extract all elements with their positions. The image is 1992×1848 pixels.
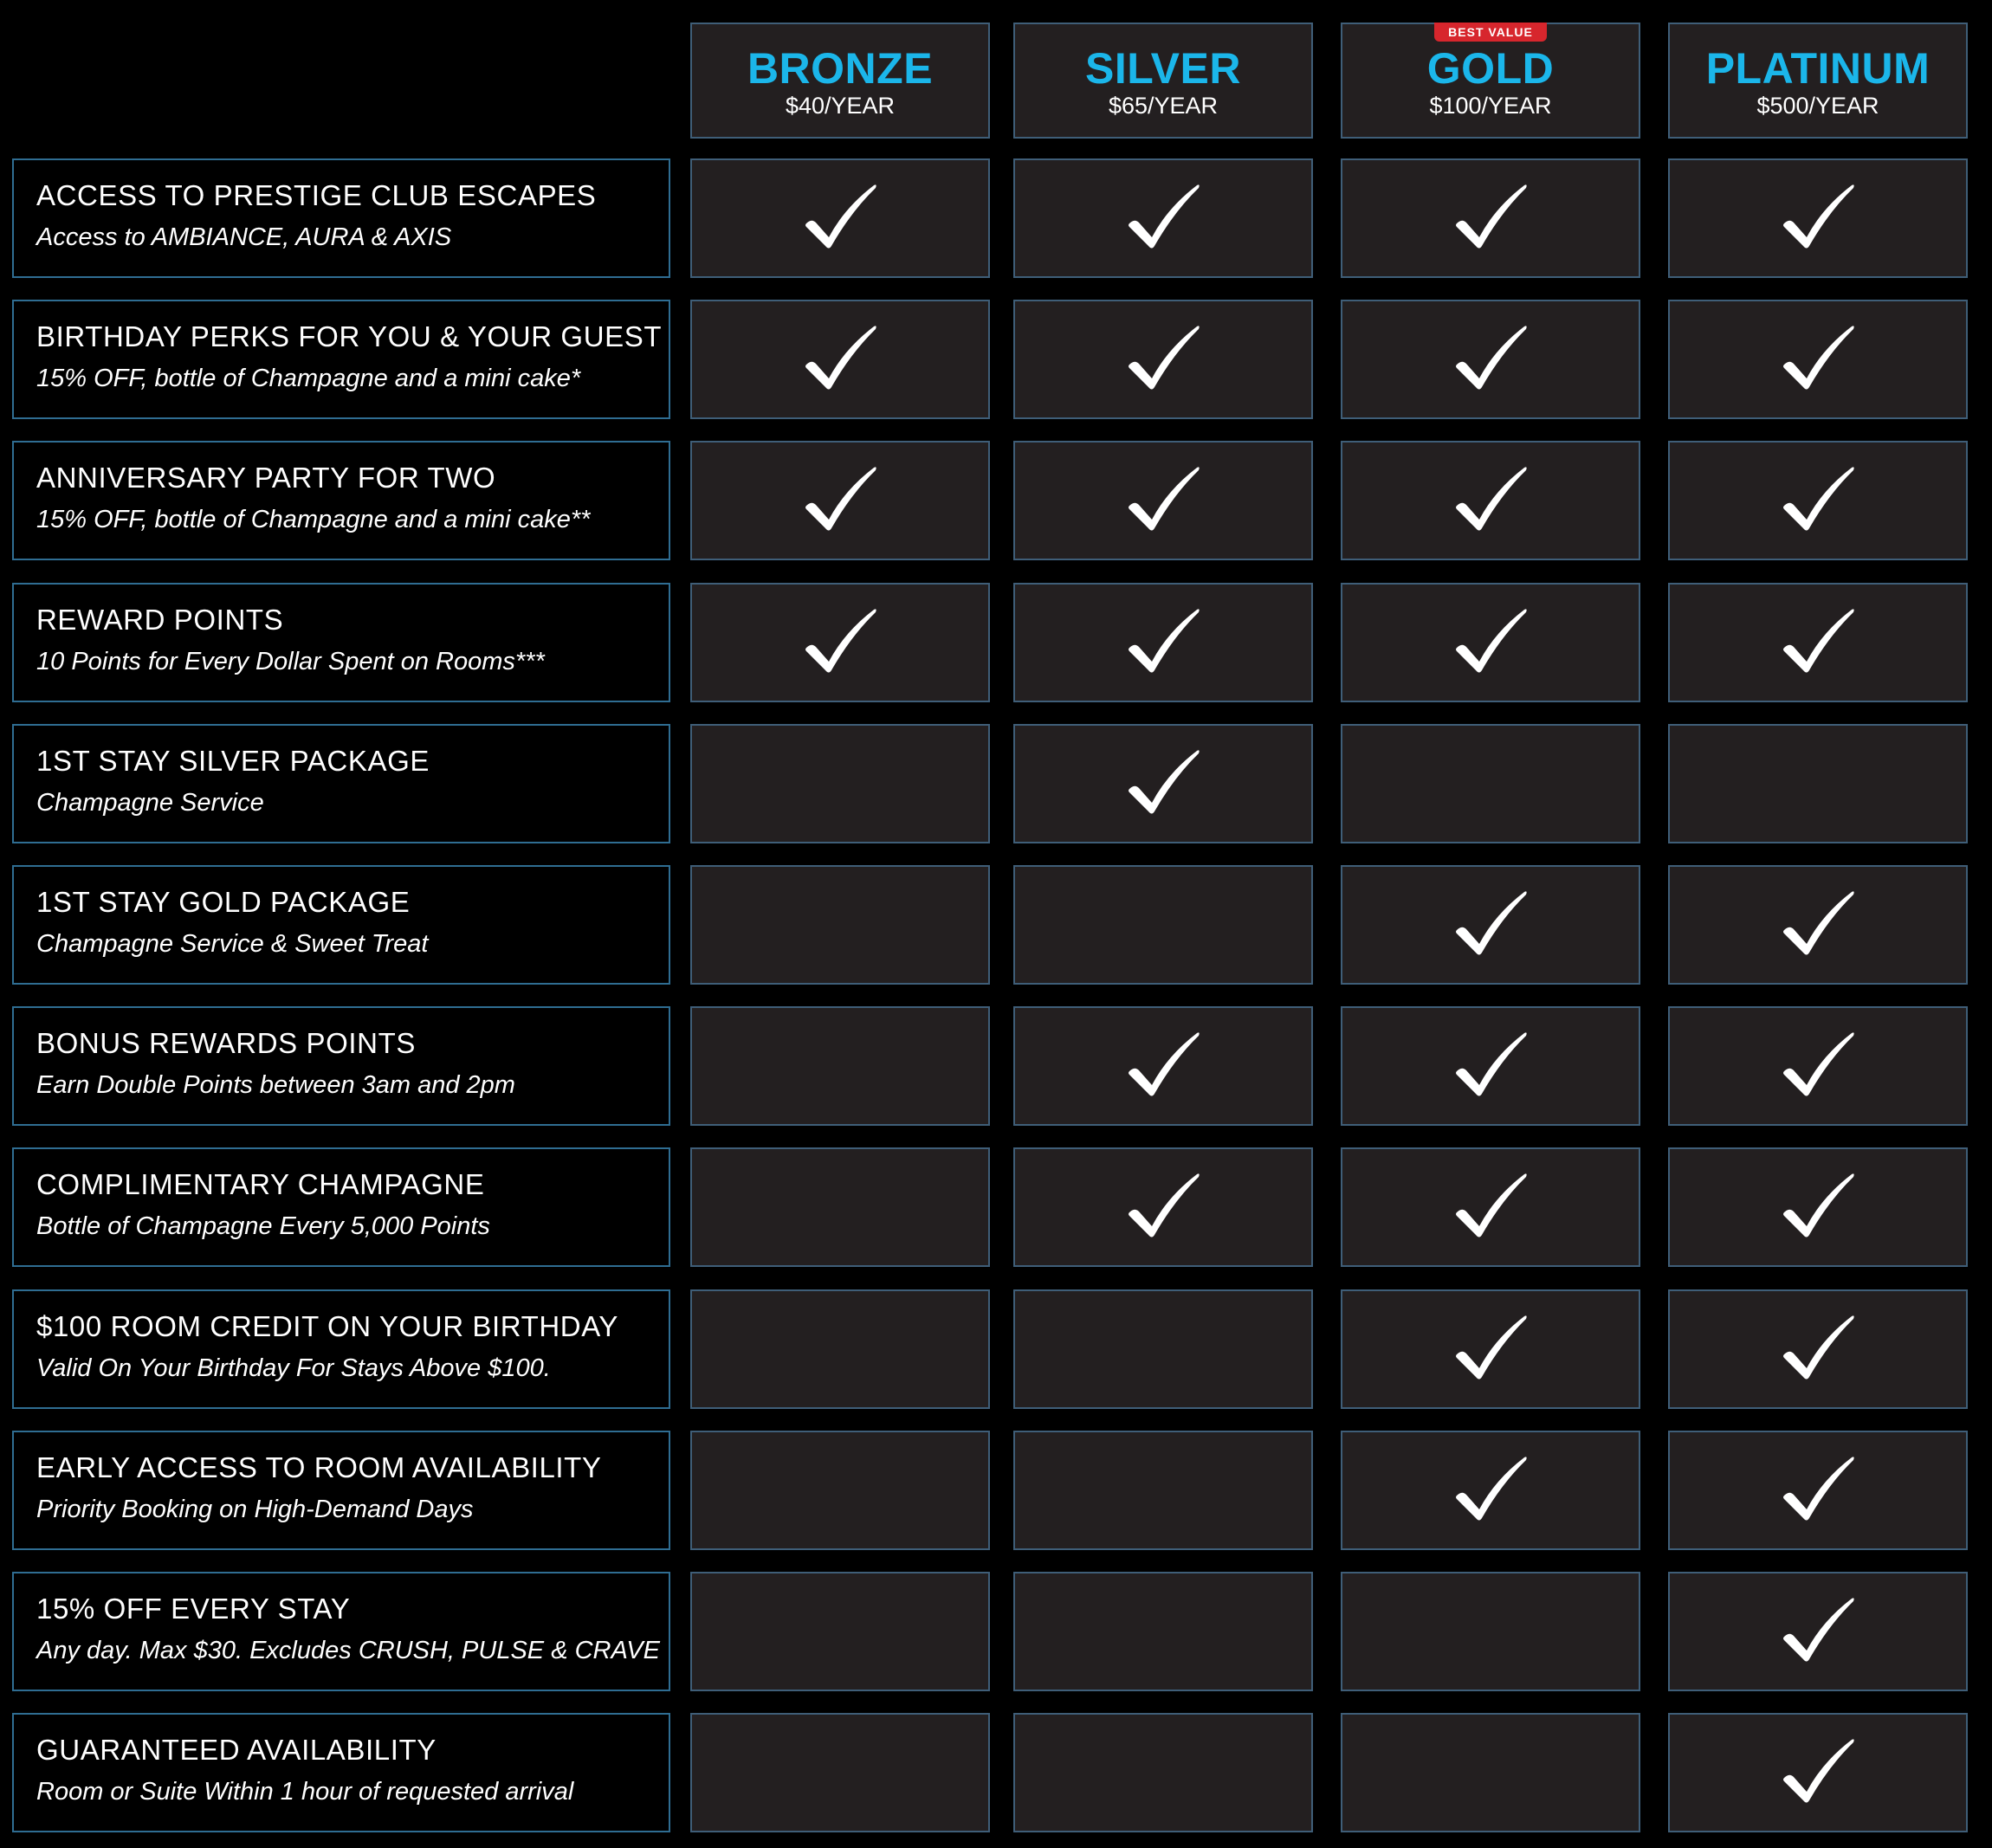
tier-name: GOLD: [1426, 44, 1555, 93]
tier-header-gold: [1341, 23, 1640, 139]
tier-cell-gold: [1341, 1431, 1640, 1550]
check-icon: [1453, 1315, 1528, 1380]
feature-subtitle: Bottle of Champagne Every 5,000 Points: [36, 1212, 490, 1240]
tier-cell-silver: [1013, 1289, 1313, 1409]
feature-cell: [12, 1713, 670, 1832]
check-icon: [803, 466, 877, 532]
best-value-badge: BEST VALUE: [1434, 23, 1547, 42]
tier-cell-silver: [1013, 1572, 1313, 1691]
check-icon: [1781, 1031, 1855, 1097]
tier-cell-platinum: [1668, 158, 1968, 278]
check-icon: [1453, 466, 1528, 532]
feature-title: GUARANTEED AVAILABILITY: [36, 1734, 437, 1766]
feature-subtitle: Champagne Service: [36, 789, 264, 817]
tier-cell-bronze: [690, 1431, 990, 1550]
tier-header-silver: [1013, 23, 1313, 139]
check-icon: [1781, 184, 1855, 249]
check-icon: [1453, 325, 1528, 391]
tier-cell-bronze: [690, 1147, 990, 1267]
check-icon: [1781, 890, 1855, 956]
feature-subtitle: Priority Booking on High-Demand Days: [36, 1496, 474, 1523]
feature-subtitle: Earn Double Points between 3am and 2pm: [36, 1071, 515, 1099]
check-icon: [1453, 1031, 1528, 1097]
tier-cell-silver: [1013, 1147, 1313, 1267]
tier-cell-bronze: [690, 300, 990, 419]
tier-price: $40/YEAR: [785, 93, 896, 119]
tier-cell-bronze: [690, 1572, 990, 1691]
check-icon: [1126, 184, 1200, 249]
tier-cell-gold: [1341, 865, 1640, 985]
check-icon: [1126, 1173, 1200, 1238]
tier-cell-gold: [1341, 1289, 1640, 1409]
feature-title: $100 ROOM CREDIT ON YOUR BIRTHDAY: [36, 1310, 619, 1342]
tier-cell-silver: [1013, 1431, 1313, 1550]
feature-cell: [12, 1572, 670, 1691]
feature-title: EARLY ACCESS TO ROOM AVAILABILITY: [36, 1451, 602, 1483]
tier-cell-platinum: [1668, 1006, 1968, 1126]
tier-cell-silver: [1013, 583, 1313, 702]
feature-subtitle: Access to AMBIANCE, AURA & AXIS: [36, 223, 452, 251]
tier-cell-gold: [1341, 300, 1640, 419]
feature-subtitle: 15% OFF, bottle of Champagne and a mini cake**: [36, 506, 591, 533]
feature-title: ANNIVERSARY PARTY FOR TWO: [36, 462, 496, 494]
tier-cell-bronze: [690, 583, 990, 702]
tier-cell-bronze: [690, 441, 990, 560]
check-icon: [803, 184, 877, 249]
check-icon: [1453, 184, 1528, 249]
feature-subtitle: 10 Points for Every Dollar Spent on Rooms***: [36, 648, 545, 675]
feature-subtitle: Any day. Max $30. Excludes CRUSH, PULSE & CRAVE: [36, 1637, 660, 1664]
tier-price: $65/YEAR: [1108, 93, 1219, 119]
check-icon: [1781, 1456, 1855, 1522]
feature-cell: [12, 724, 670, 843]
feature-title: 1ST STAY GOLD PACKAGE: [36, 886, 411, 918]
feature-cell: [12, 300, 670, 419]
tier-cell-bronze: [690, 865, 990, 985]
tier-cell-gold: [1341, 724, 1640, 843]
feature-title: BONUS REWARDS POINTS: [36, 1027, 416, 1059]
check-icon: [1781, 1738, 1855, 1804]
tier-cell-silver: [1013, 1006, 1313, 1126]
feature-cell: [12, 1289, 670, 1409]
tier-cell-platinum: [1668, 865, 1968, 985]
tier-cell-bronze: [690, 1289, 990, 1409]
tier-cell-gold: [1341, 1147, 1640, 1267]
tier-cell-gold: [1341, 1713, 1640, 1832]
check-icon: [803, 325, 877, 391]
tier-cell-platinum: [1668, 1431, 1968, 1550]
feature-cell: [12, 441, 670, 560]
check-icon: [1781, 608, 1855, 674]
tier-cell-bronze: [690, 1006, 990, 1126]
tier-cell-gold: [1341, 441, 1640, 560]
check-icon: [1126, 466, 1200, 532]
feature-cell: [12, 865, 670, 985]
tier-name: SILVER: [1085, 44, 1241, 93]
tier-cell-platinum: [1668, 1147, 1968, 1267]
feature-title: COMPLIMENTARY CHAMPAGNE: [36, 1168, 485, 1200]
tier-cell-silver: [1013, 865, 1313, 985]
tier-price: $500/YEAR: [1756, 93, 1879, 119]
tier-cell-silver: [1013, 724, 1313, 843]
check-icon: [1453, 1456, 1528, 1522]
feature-cell: [12, 1147, 670, 1267]
feature-title: 1ST STAY SILVER PACKAGE: [36, 745, 430, 777]
tier-cell-silver: [1013, 441, 1313, 560]
feature-cell: [12, 158, 670, 278]
tier-name: PLATINUM: [1705, 44, 1931, 93]
check-icon: [1126, 749, 1200, 815]
tier-cell-bronze: [690, 1713, 990, 1832]
feature-cell: [12, 1006, 670, 1126]
tier-cell-platinum: [1668, 300, 1968, 419]
tier-cell-platinum: [1668, 1289, 1968, 1409]
check-icon: [1453, 890, 1528, 956]
tier-cell-bronze: [690, 724, 990, 843]
check-icon: [1126, 608, 1200, 674]
check-icon: [1781, 1173, 1855, 1238]
tier-cell-platinum: [1668, 724, 1968, 843]
feature-cell: [12, 1431, 670, 1550]
tier-price: $100/YEAR: [1429, 93, 1552, 119]
tier-cell-silver: [1013, 300, 1313, 419]
check-icon: [1781, 325, 1855, 391]
tier-cell-gold: [1341, 1006, 1640, 1126]
tier-header-bronze: [690, 23, 990, 139]
check-icon: [1781, 1597, 1855, 1663]
tier-name: BRONZE: [747, 44, 934, 93]
tier-cell-gold: [1341, 583, 1640, 702]
feature-cell: [12, 583, 670, 702]
feature-title: ACCESS TO PRESTIGE CLUB ESCAPES: [36, 179, 597, 211]
tier-cell-platinum: [1668, 441, 1968, 560]
tier-cell-silver: [1013, 1713, 1313, 1832]
check-icon: [1453, 1173, 1528, 1238]
check-icon: [1781, 1315, 1855, 1380]
feature-subtitle: Valid On Your Birthday For Stays Above $100.: [36, 1354, 551, 1382]
feature-subtitle: 15% OFF, bottle of Champagne and a mini cake*: [36, 365, 581, 392]
feature-title: REWARD POINTS: [36, 604, 284, 636]
tier-cell-platinum: [1668, 1713, 1968, 1832]
check-icon: [803, 608, 877, 674]
tier-cell-gold: [1341, 158, 1640, 278]
tier-header-platinum: [1668, 23, 1968, 139]
tier-cell-gold: [1341, 1572, 1640, 1691]
check-icon: [1781, 466, 1855, 532]
check-icon: [1126, 325, 1200, 391]
check-icon: [1126, 1031, 1200, 1097]
tier-cell-platinum: [1668, 583, 1968, 702]
tier-cell-bronze: [690, 158, 990, 278]
feature-title: 15% OFF EVERY STAY: [36, 1593, 351, 1625]
tier-cell-silver: [1013, 158, 1313, 278]
check-icon: [1453, 608, 1528, 674]
feature-title: BIRTHDAY PERKS FOR YOU & YOUR GUEST: [36, 320, 663, 352]
feature-subtitle: Room or Suite Within 1 hour of requested arrival: [36, 1778, 574, 1806]
feature-subtitle: Champagne Service & Sweet Treat: [36, 930, 429, 958]
tier-cell-platinum: [1668, 1572, 1968, 1691]
